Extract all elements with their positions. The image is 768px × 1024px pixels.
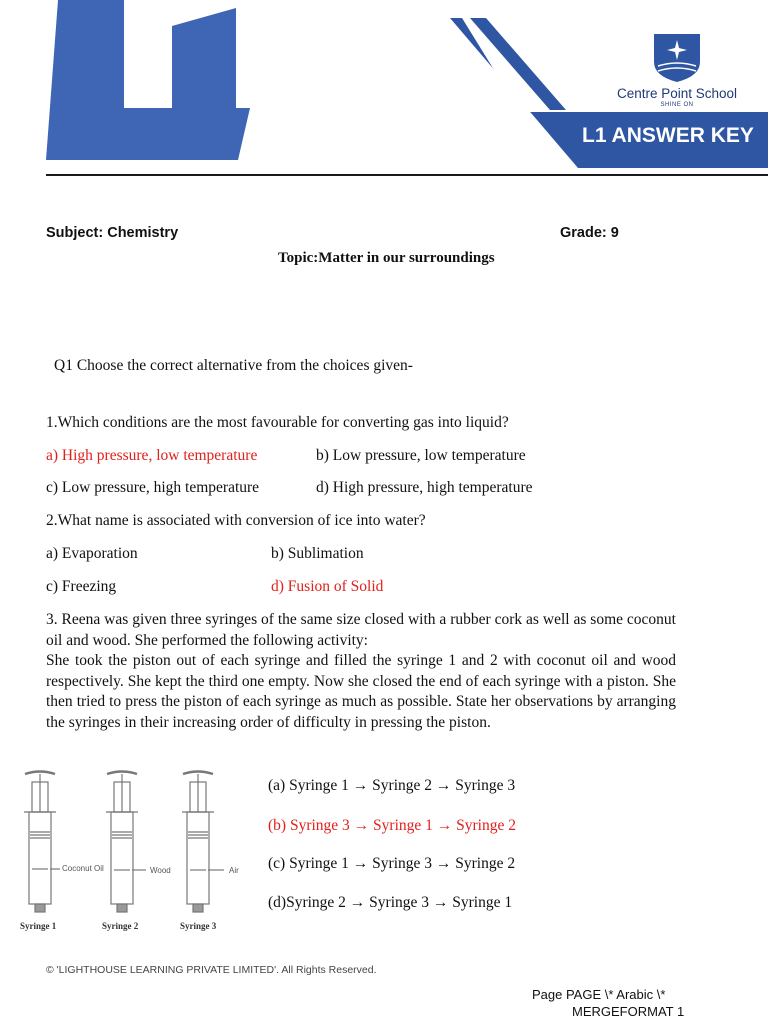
- syringe-3-icon: [182, 772, 214, 913]
- caption-syringe-3: Syringe 3: [180, 921, 217, 931]
- q1-option-b: b) Low pressure, low temperature: [316, 447, 526, 464]
- banner-title: L1 ANSWER KEY: [582, 124, 754, 147]
- q1-instruction: Q1 Choose the correct alternative from the choices given-: [54, 357, 413, 374]
- watermark-l1: [46, 0, 250, 160]
- syringe-1-icon: [24, 772, 56, 913]
- label-wood: Wood: [150, 866, 171, 875]
- question-2-text: 2.What name is associated with conversion of ice into water?: [46, 512, 426, 529]
- syringe-figure: [8, 768, 260, 940]
- q2-option-d: d) Fusion of Solid: [271, 578, 384, 595]
- question-3-activity: She took the piston out of each syringe and filled the syringe 1 and 2 with coconut oil and wood respectively. She kept the third one empty. Now she closed the end of each syringe with a piston. She then tried to press the piston of each syringe as much as possible. State her observations by arranging the syringes in their increasing order of difficulty in pressing the piston.: [46, 652, 676, 731]
- school-tagline: SHINE ON: [660, 102, 694, 108]
- topic-title: Topic:Matter in our surroundings: [278, 250, 495, 266]
- q3-option-c: (c) Syringe 1 → Syringe 3 → Syringe 2: [268, 855, 516, 872]
- page-field-line-2: MERGEFORMAT 1: [572, 1004, 685, 1019]
- caption-syringe-2: Syringe 2: [102, 921, 139, 931]
- question-1-text: 1.Which conditions are the most favourable for converting gas into liquid?: [46, 414, 509, 431]
- page-header: [0, 0, 768, 180]
- label-coconut-oil: Coconut Oil: [62, 864, 104, 873]
- label-air: Air: [229, 866, 239, 875]
- caption-syringe-1: Syringe 1: [20, 921, 57, 931]
- q1-option-c: c) Low pressure, high temperature: [46, 479, 260, 496]
- copyright-notice: © 'LIGHTHOUSE LEARNING PRIVATE LIMITED'. All Rights Reserved.: [46, 964, 377, 976]
- q2-option-b: b) Sublimation: [271, 545, 364, 562]
- syringe-diagram: [8, 768, 260, 940]
- q3-option-a: (a) Syringe 1 → Syringe 2 → Syringe 3: [268, 777, 516, 794]
- school-logo-icon: [654, 34, 700, 82]
- grade-label: Grade: 9: [560, 225, 619, 241]
- q1-option-a: a) High pressure, low temperature: [46, 447, 258, 464]
- page-field-line-1: Page PAGE \* Arabic \*: [532, 987, 666, 1002]
- q3-option-d: (d)Syringe 2 → Syringe 3 → Syringe 1: [268, 894, 513, 911]
- q1-option-d: d) High pressure, high temperature: [316, 479, 533, 496]
- syringe-2-icon: [106, 772, 138, 913]
- q3-option-b: (b) Syringe 3 → Syringe 1 → Syringe 2: [268, 817, 516, 834]
- q2-option-c: c) Freezing: [46, 578, 117, 595]
- question-3-text: 3. Reena was given three syringes of the same size closed with a rubber cork as well as some coconut oil and wood. She performed the following activity:: [46, 611, 676, 649]
- subject-label: Subject: Chemistry: [46, 225, 179, 241]
- q2-option-a: a) Evaporation: [46, 545, 138, 562]
- school-name: Centre Point School: [616, 86, 738, 101]
